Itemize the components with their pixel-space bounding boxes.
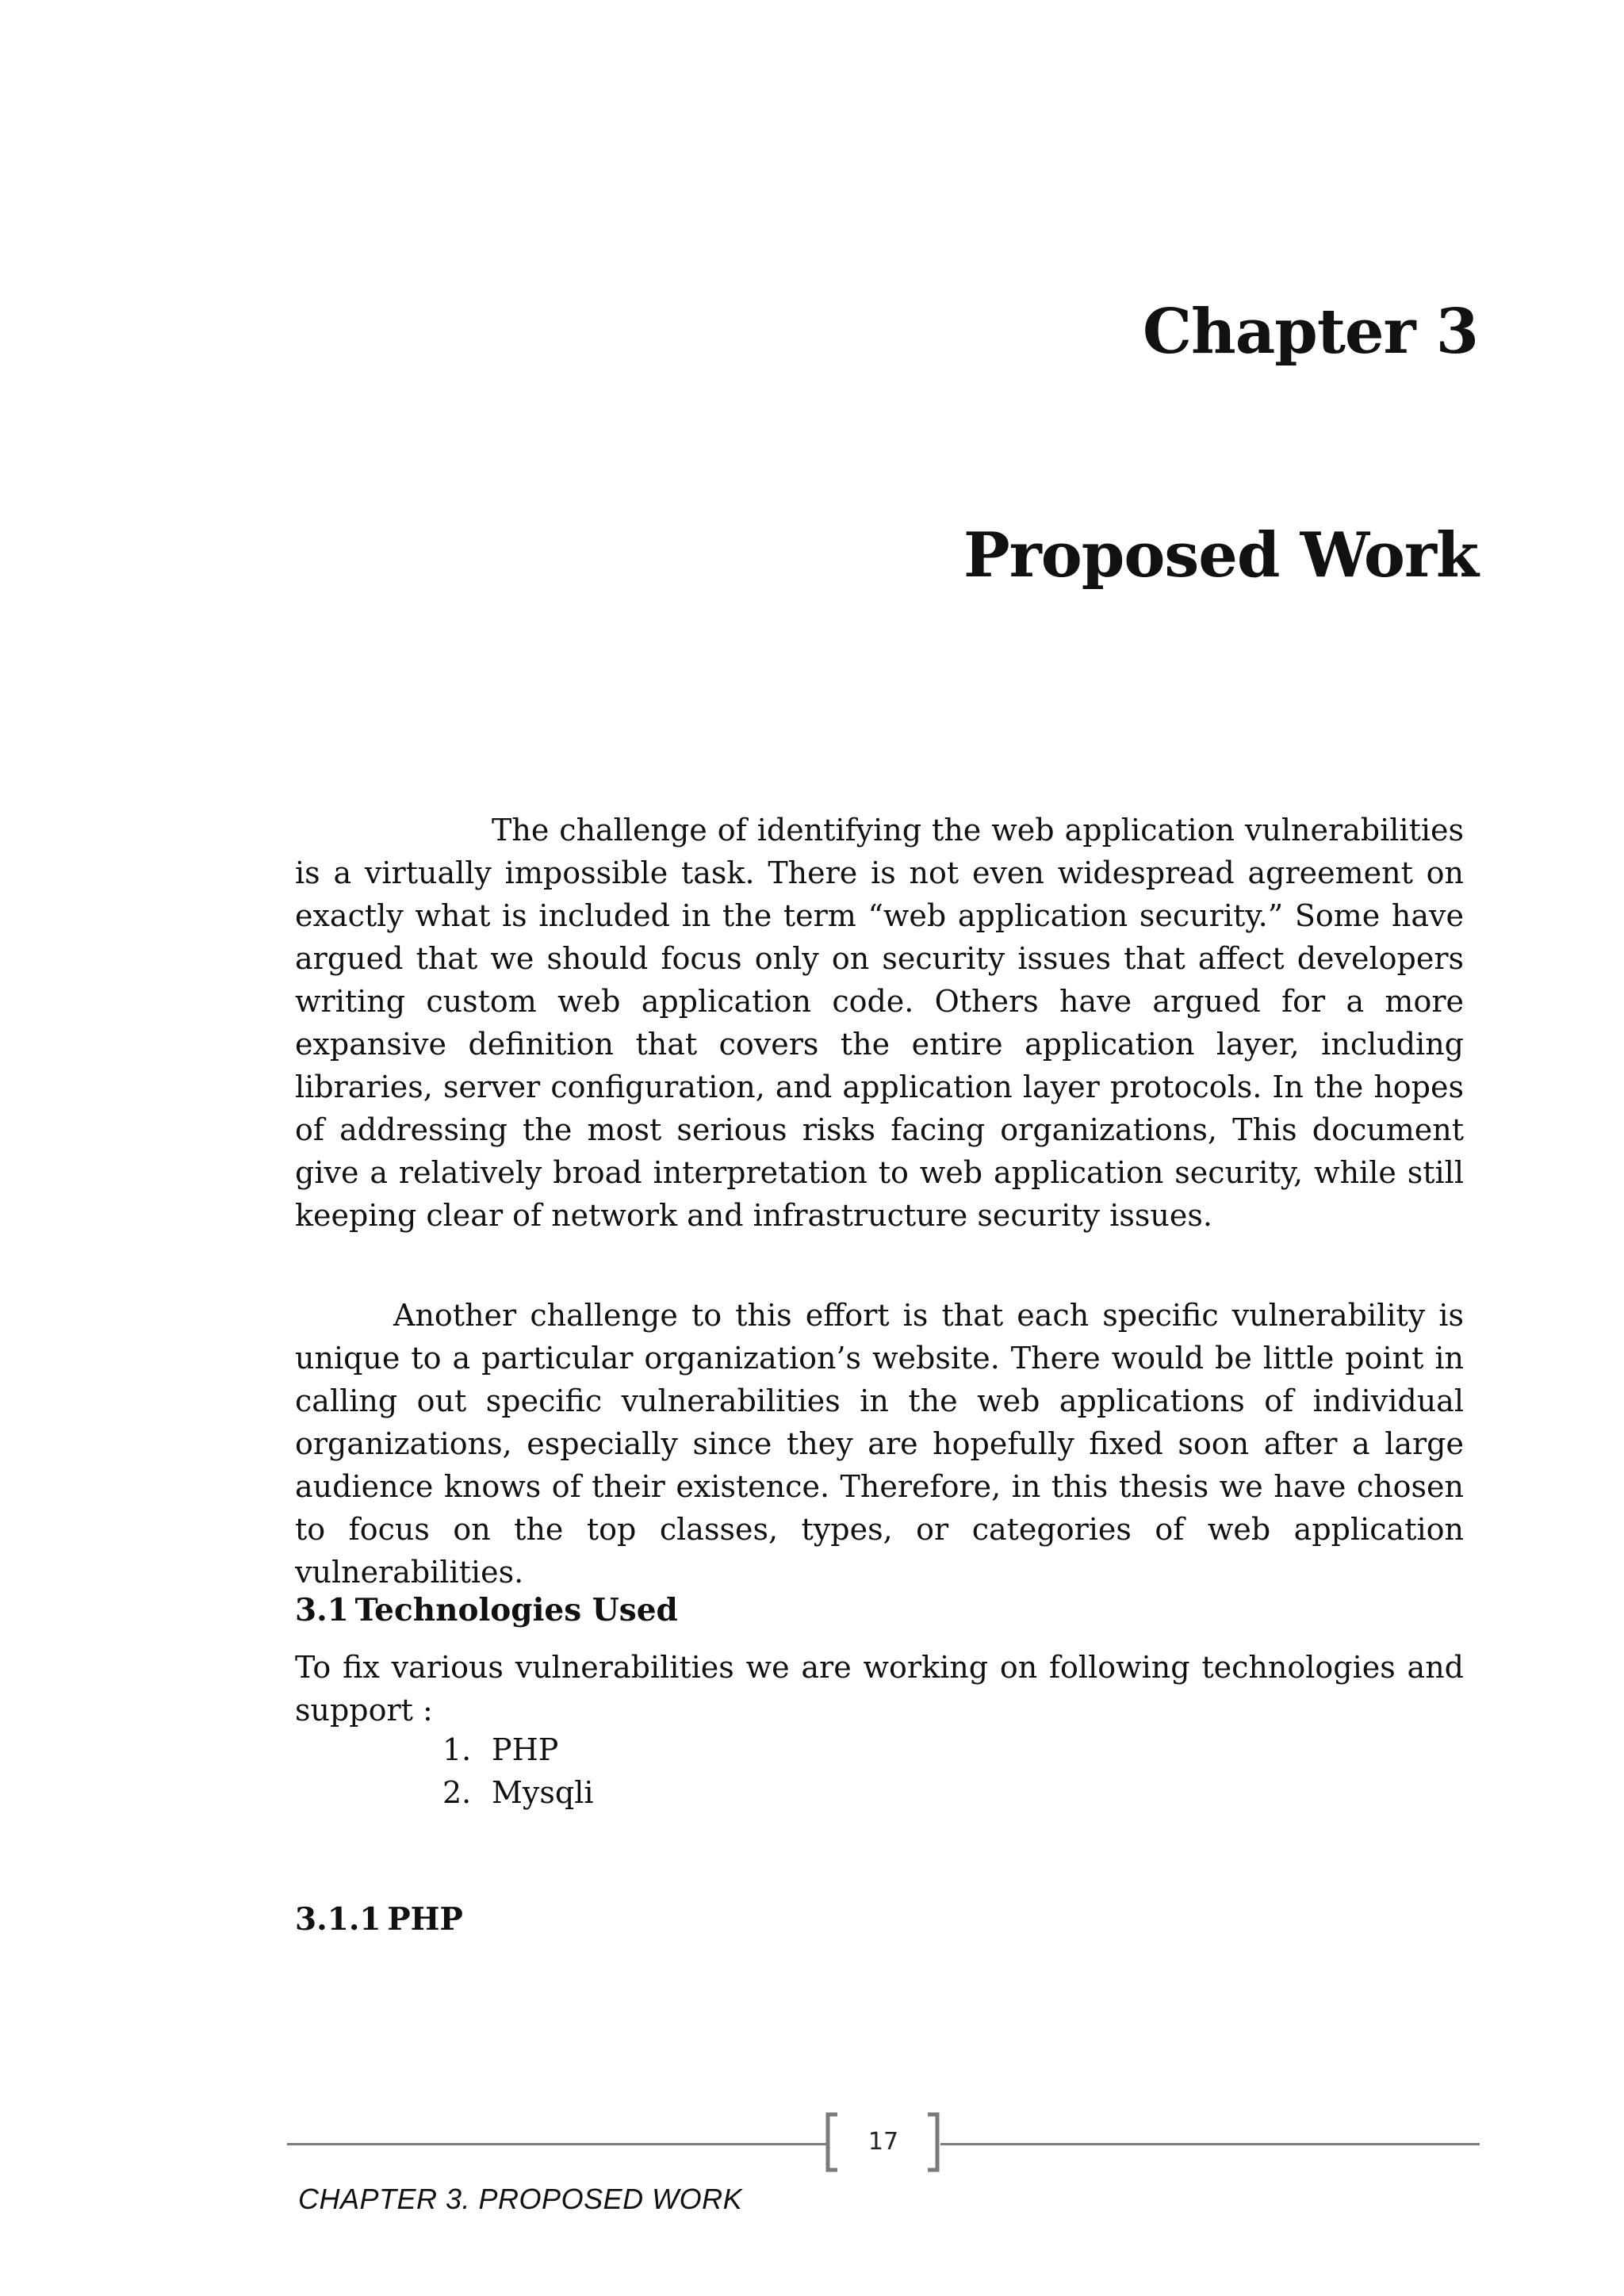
list-item-label: Mysqli	[492, 1775, 594, 1810]
right-brace-icon	[925, 2112, 944, 2172]
technologies-list	[442, 1728, 594, 1814]
list-item-number: 2.	[442, 1775, 472, 1810]
paragraph-text: Another challenge to this effort is that each specific vulnerability is unique to a particular organization’s website. There would be little point in calling out specific vulnerabilities in the web applications of individual organizations, especially since they are hopefully fixed soon after a large audience knows of their existence. Therefore, in this thesis we have chosen to focus on the top classes, types, or categories of web application vulnerabilities.	[295, 1298, 1464, 1590]
section-heading-technologies-used: 3.1 Technologies Used	[295, 1592, 678, 1628]
list-item-label: PHP	[492, 1732, 559, 1767]
page-number: 17	[868, 2128, 899, 2156]
paragraph-technologies-intro	[295, 1646, 1464, 1732]
footer-rule-right	[940, 2143, 1480, 2145]
chapter-number-heading: Chapter 3	[1142, 296, 1478, 368]
left-brace-icon	[822, 2112, 841, 2172]
list-item	[442, 1728, 594, 1771]
running-footer-title: CHAPTER 3. PROPOSED WORK	[298, 2183, 743, 2215]
paragraph-challenge	[295, 1294, 1464, 1594]
subsection-heading-php: 3.1.1 PHP	[295, 1901, 463, 1938]
paragraph-text: To fix various vulnerabilities we are working on following technologies and support :	[295, 1650, 1464, 1728]
paragraph-text: The challenge of identifying the web application vulnerabilities is a virtually impossible task. There is not even widespread agreement on exactly what is included in the term “web application security.” Some have argued that we should focus only on security issues that affect developers writing custom web application code. Others have argued for a more expansive definition that covers the entire application layer, including libraries, server configuration, and application layer protocols. In the hopes of addressing the most serious risks facing organizations, This document give a relatively broad interpretation to web application security, while still keeping clear of network and infrastructure security issues.	[295, 813, 1464, 1233]
footer-rule-left	[287, 2143, 828, 2145]
chapter-title-heading: Proposed Work	[963, 519, 1478, 591]
paragraph-intro	[295, 809, 1464, 1237]
list-item-number: 1.	[442, 1732, 472, 1767]
list-item	[442, 1771, 594, 1814]
